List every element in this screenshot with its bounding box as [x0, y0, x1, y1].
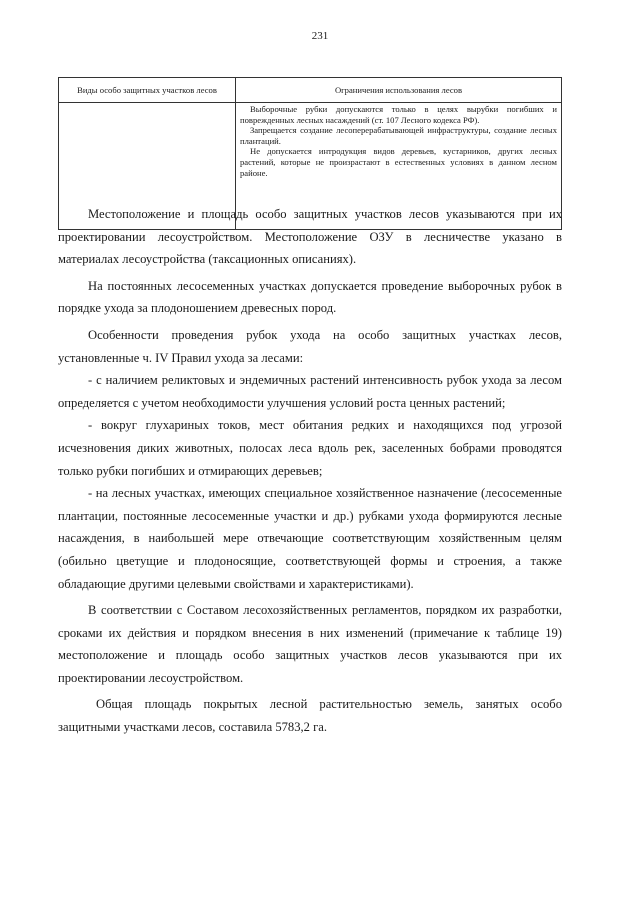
list-item: - с наличием реликтовых и эндемичных растений интенсивность рубок ухода за лесом определяется с учетом необходимости улучшения условий роста ценных растений;	[58, 373, 562, 410]
page-number: 231	[311, 30, 329, 42]
list-item: - вокруг глухариных токов, мест обитания редких и находящихся под угрозой исчезновения диких животных, полосах леса вдоль рек, заселенных бобрами проводятся только рубки погибших и отмирающих деревьев;	[58, 418, 562, 478]
paragraph: Местоположение и площадь особо защитных участков лесов указываются при их проектировании лесоустройством. Местоположение ОЗУ в лесничестве указано в материалах лесоустройства (таксационных описаниях).	[58, 207, 562, 267]
body-text	[58, 203, 562, 739]
list-item: - на лесных участках, имеющих специальное хозяйственное назначение (лесосеменные плантации, постоянные лесосеменные участки и др.) рубками ухода формируются лесные насаждения, в наибольшей мере отвечающие соответствующим хозяйственным целям (обильно цветущие и плодоносящие, соответствующей формы и строения, а также обладающие другими целевыми свойствами и характеристиками).	[58, 486, 562, 591]
paragraph: В соответствии с Составом лесохозяйственных регламентов, порядком их разработки, сроками их действия и порядком внесения в них изменений (примечание к таблице 19) местоположение и площадь особо защитных участков лесов указываются при их проектировании лесоустройством.	[58, 603, 562, 685]
paragraph: Особенности проведения рубок ухода на особо защитных участках лесов, установленные ч. IV Правил ухода за лесами:	[58, 327, 562, 365]
cell-paragraph: Выборочные рубки допускаются только в целях вырубки погибших и поврежденных лесных насаждений (ст. 107 Лесного кодекса РФ).	[240, 104, 557, 125]
table-header-cell: Ограничения использования лесов	[236, 78, 562, 103]
table-header-row	[59, 78, 562, 103]
table-header-cell: Виды особо защитных участков лесов	[59, 78, 236, 103]
paragraph: На постоянных лесосеменных участках допускается проведение выборочных рубок в порядке ухода за плодоношением древесных пород.	[58, 278, 562, 316]
paragraph: Общая площадь покрытых лесной растительностью земель, занятых особо защитными участками лесов, составила 5783,2 га.	[58, 697, 562, 735]
cell-paragraph: Запрещается создание лесоперерабатывающей инфраструктуры, создание лесных плантаций.	[240, 125, 557, 146]
cell-paragraph: Не допускается интродукция видов деревьев, кустарников, других лесных растений, которые не произрастают в естественных условиях в данном лесном районе.	[240, 146, 557, 178]
